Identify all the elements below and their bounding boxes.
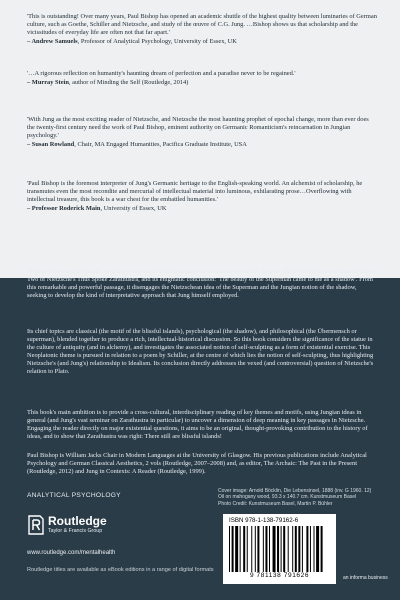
endorsement-quote: 'Paul Bishop is the foremost interpreter of Jung's Germanic heritage to the English-speaking world. An alchemist of scholarship, he transmutes even the most recondite and mercurial of intellectual material into luminous, exhilarating prose…Overflowing with intellectual treasure, this book is a war chest for the embattled humanities.' bbox=[27, 180, 363, 203]
endorsement-attribution: – Murray Stein, author of Minding the Self (Routledge, 2014) bbox=[27, 79, 189, 86]
publisher-website: www.routledge.com/mentalhealth bbox=[27, 550, 116, 556]
endorsement-2 bbox=[27, 70, 377, 87]
endorsement-attribution: – Professor Roderick Main, University of Essex, UK bbox=[27, 205, 167, 212]
publisher-logo bbox=[27, 513, 137, 539]
endorsement-1 bbox=[27, 13, 377, 46]
publisher-tagline: Taylor & Francis Group bbox=[48, 528, 103, 534]
barcode-digits: 9 781138 791626 bbox=[249, 572, 310, 579]
isbn-barcode bbox=[223, 514, 336, 584]
description-paragraph-3: This book's main ambition is to provide a cross-cultural, interdisciplinary reading of key themes and motifs, using Jungian ideas in general (and Jung's vast seminar on Zarathustra in particular) to uncover a dimension of deep meaning in key passages in Nietzsche. Engaging the reader directly on major existential questions, it aims to be an original, thought-provoking contribution to the history of ideas, and to show that Zarathustra was right: There still are blissful islands! bbox=[27, 409, 368, 440]
informa-note: an informa business bbox=[343, 575, 388, 581]
endorsement-attribution: – Andrew Samuels, Professor of Analytical Psychology, University of Essex, UK bbox=[27, 38, 237, 45]
endorsement-3 bbox=[27, 116, 377, 149]
barcode-icon bbox=[229, 526, 330, 572]
endorsement-quote: 'This is outstanding! Over many years, Paul Bishop has opened an academic shuttle of the highest quality between luminaries of German culture, such as Goethe, Schiller and Nietzsche, and study of the œuvre of C.G. Jung. …Bishop shows us that scholarship and the vicissitudes of everyday life are often not that far apart.' bbox=[27, 13, 377, 36]
description-paragraph-2: Its chief topics are classical (the motif of the blissful islands), psychological (the shadow), and philosophical (the Übermensch or superman), blended together to produce a rich, intellectual-historical discussion. So this book considers the significance of the statue in the culture of antiquity (and in alchemy), and investigates the associated notion of self-sculpting as a form of existential exercise. This Neoplatonic theme is pursued in relation to a poem by Schiller, at the centre of which lies the notion of self-sculpting, thus highlighting Nietzsche's (and Jung's) relationship to Idealism. Its conclusion directly addresses the vexed (and controversial) question of Nietzsche's relation to Plato. bbox=[27, 328, 374, 375]
endorsements-panel bbox=[0, 0, 400, 278]
ebook-note: Routledge titles are available as eBook editions in a range of digital formats bbox=[27, 567, 214, 573]
isbn-label: ISBN 978-1-138-79162-6 bbox=[229, 517, 299, 524]
cover-image-credit: Cover image: Arnold Böcklin, Die Lebensinsel, 1888 (inv. G 1960. 12) Oil on mahogany wood, 93.3 x 140.7 cm. Kunstmuseum Basel Photo Credit: Kunstmuseum Basel, Martin P. Bühler bbox=[218, 488, 372, 507]
author-bio: Paul Bishop is William Jacks Chair in Modern Languages at the University of Glasgow. His previous publications include Analytical Psychology and German Classical Aesthetics, 2 vols (Routledge, 2007–2008) and, as editor, The Archaic: The Past in the Present (Routledge, 2012) and Jung in Contexts: A Reader (Routledge, 1999). bbox=[27, 452, 367, 475]
subject-category: ANALYTICAL PSYCHOLOGY bbox=[27, 492, 121, 499]
endorsement-quote: '…A rigorous reflection on humanity's haunting dream of perfection and a paradise never to be regained.' bbox=[27, 70, 296, 77]
endorsement-quote: 'With Jung as the most exciting reader of Nietzsche, and Nietzsche the most haunting prophet of epochal change, more than ever does the twenty-first century need the work of Paul Bishop, eminent authority on Germanic Romanticism's reincarnation in Jungian psychology.' bbox=[27, 116, 369, 139]
description-paragraph-1: What are the blissful islands? And where are they? This book takes as its starting-point the chapter called 'On the Blissful Islands' in Part Two of Nietzsche's Thus Spoke Zarathustra, and its enigmatic conclusion: 'The beauty of the Superman came to me as a shadow'. From this remarkable and powerful passage, it disengages the Nietzschean idea of the Superman and the Jungian notion of the shadow, seeking to develop the kind of interpretative approach that Jung himself employed. bbox=[27, 268, 377, 299]
endorsement-4 bbox=[27, 180, 377, 213]
routledge-logo-icon bbox=[27, 515, 45, 535]
endorsement-attribution: – Susan Rowland, Chair, MA Engaged Humanities, Pacifica Graduate Institute, USA bbox=[27, 141, 247, 148]
publisher-name: Routledge bbox=[48, 514, 107, 528]
